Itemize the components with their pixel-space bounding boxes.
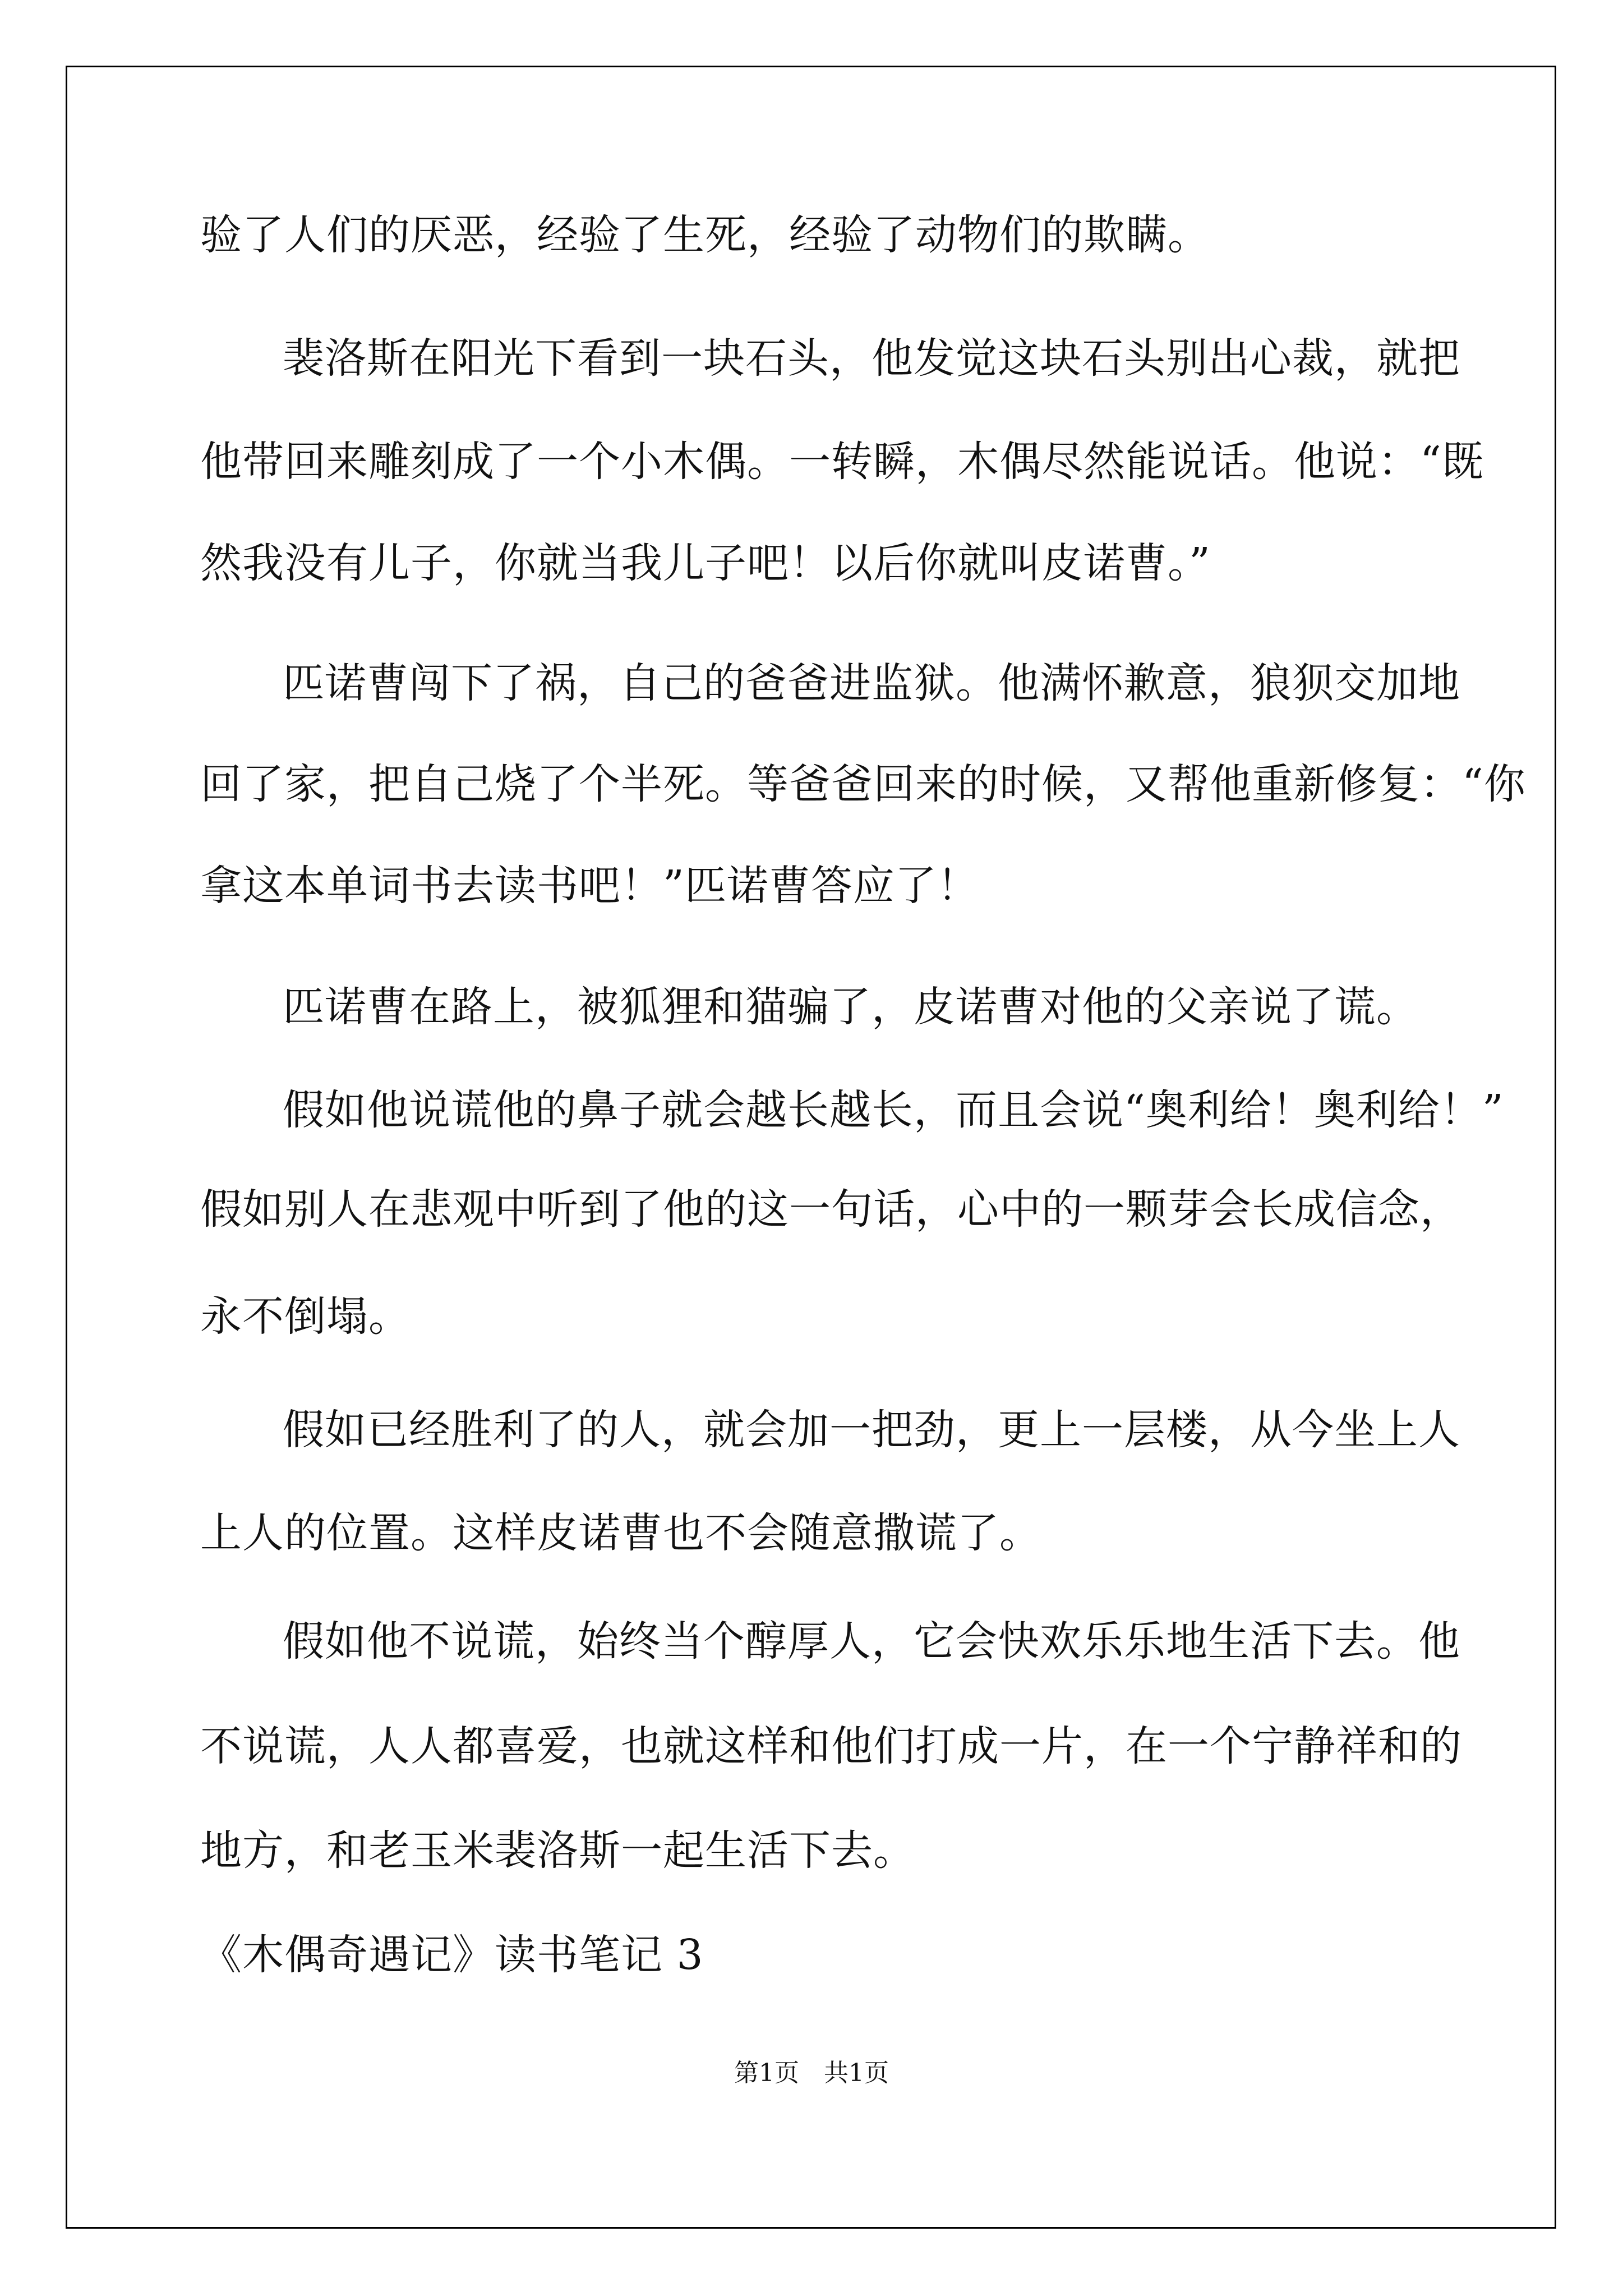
page-footer — [0, 2058, 1623, 2089]
total-page-count: 共1页 — [824, 2059, 889, 2087]
text-line: 他带回来雕刻成了一个小木偶。一转瞬，木偶尽然能说话。他说：“既 — [200, 438, 1484, 486]
text-line: 匹诺曹闯下了祸，自己的爸爸进监狱。他满怀歉意，狼狈交加地 — [283, 659, 1460, 707]
text-line: 地方，和老玉米裴洛斯一起生活下去。 — [200, 1826, 915, 1875]
text-line: 拿这本单词书去读书吧！”匹诺曹答应了！ — [200, 862, 979, 910]
text-line: 上人的位置。这样皮诺曹也不会随意撒谎了。 — [200, 1509, 1041, 1557]
text-line: 匹诺曹在路上，被狐狸和猫骗了，皮诺曹对他的父亲说了谎。 — [283, 983, 1418, 1031]
section-title: 《木偶奇遇记》读书笔记 3 — [200, 1931, 704, 1979]
text-line: 裴洛斯在阳光下看到一块石头，他发觉这块石头别出心裁，就把 — [283, 334, 1460, 383]
text-line: 假如他说谎他的鼻子就会越长越长，而且会说“奥利给！奥利给！” — [283, 1086, 1504, 1134]
text-line: 永不倒塌。 — [200, 1292, 411, 1341]
text-line: 然我没有儿子，你就当我儿子吧！以后你就叫皮诺曹。” — [200, 539, 1211, 587]
text-line: 回了家，把自己烧了个半死。等爸爸回来的时候，又帮他重新修复：“你 — [200, 760, 1526, 808]
current-page-number: 第1页 — [734, 2059, 799, 2087]
text-line: 假如已经胜利了的人，就会加一把劲，更上一层楼，从今坐上人 — [283, 1406, 1460, 1454]
text-line: 验了人们的厌恶，经验了生死，经验了动物们的欺瞒。 — [200, 211, 1210, 259]
text-line: 假如别人在悲观中听到了他的这一句话，心中的一颗芽会长成信念， — [200, 1185, 1462, 1234]
page-border — [66, 66, 1556, 2229]
text-line: 不说谎，人人都喜爱，也就这样和他们打成一片，在一个宁静祥和的 — [200, 1722, 1462, 1770]
text-line: 假如他不说谎，始终当个醇厚人，它会快欢乐乐地生活下去。他 — [283, 1617, 1460, 1665]
